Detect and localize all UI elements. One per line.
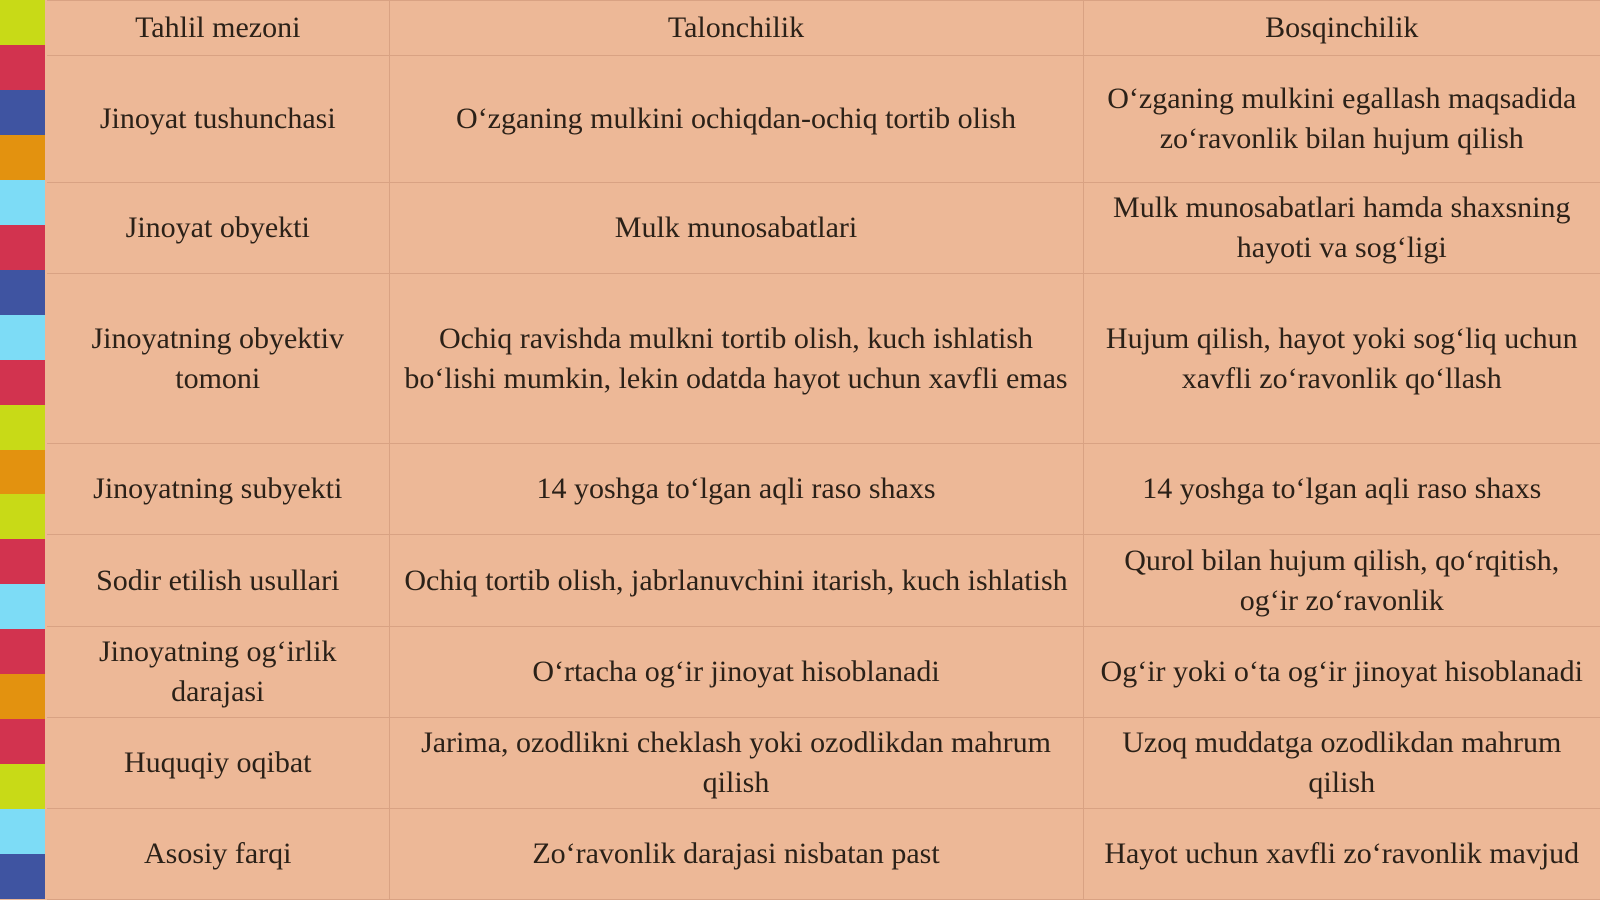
- row-label: Jinoyatning obyektiv tomoni: [47, 274, 389, 444]
- row-label: Jinoyat tushunchasi: [47, 56, 389, 183]
- table-row: [47, 274, 1600, 444]
- table-row: [47, 444, 1600, 535]
- color-stripe: [0, 450, 45, 495]
- color-stripe: [0, 854, 45, 899]
- row-label: Sodir etilish usullari: [47, 535, 389, 627]
- bosqinchilik-cell: Qurol bilan hujum qilish, qo‘rqitish, og‘ir zo‘ravonlik: [1083, 535, 1600, 627]
- table-row: [47, 718, 1600, 809]
- header-criterion: Tahlil mezoni: [47, 1, 389, 56]
- bosqinchilik-cell: 14 yoshga to‘lgan aqli raso shaxs: [1083, 444, 1600, 535]
- header-talonchilik: Talonchilik: [389, 1, 1083, 56]
- color-stripe: [0, 90, 45, 135]
- color-stripe: [0, 405, 45, 450]
- color-stripe: [0, 180, 45, 225]
- header-bosqinchilik: Bosqinchilik: [1083, 1, 1600, 56]
- color-stripe: [0, 809, 45, 854]
- talonchilik-cell: O‘rtacha og‘ir jinoyat hisoblanadi: [389, 627, 1083, 718]
- table-row: [47, 535, 1600, 627]
- color-stripe: [0, 360, 45, 405]
- table-header-row: [47, 1, 1600, 56]
- color-stripe: [0, 315, 45, 360]
- color-stripe: [0, 629, 45, 674]
- row-label: Jinoyat obyekti: [47, 183, 389, 274]
- color-stripe: [0, 584, 45, 629]
- color-stripe: [0, 494, 45, 539]
- bosqinchilik-cell: Og‘ir yoki o‘ta og‘ir jinoyat hisoblanadi: [1083, 627, 1600, 718]
- talonchilik-cell: Mulk munosabatlari: [389, 183, 1083, 274]
- color-stripe: [0, 45, 45, 90]
- bosqinchilik-cell: Uzoq muddatga ozodlikdan mahrum qilish: [1083, 718, 1600, 809]
- row-label: Jinoyatning subyekti: [47, 444, 389, 535]
- bosqinchilik-cell: Hujum qilish, hayot yoki sog‘liq uchun xavfli zo‘ravonlik qo‘llash: [1083, 274, 1600, 444]
- bosqinchilik-cell: Hayot uchun xavfli zo‘ravonlik mavjud: [1083, 809, 1600, 900]
- bosqinchilik-cell: O‘zganing mulkini egallash maqsadida zo‘ravonlik bilan hujum qilish: [1083, 56, 1600, 183]
- talonchilik-cell: O‘zganing mulkini ochiqdan-ochiq tortib olish: [389, 56, 1083, 183]
- talonchilik-cell: Ochiq tortib olish, jabrlanuvchini itarish, kuch ishlatish: [389, 535, 1083, 627]
- comparison-table: [47, 0, 1600, 900]
- table-row: [47, 56, 1600, 183]
- row-label: Asosiy farqi: [47, 809, 389, 900]
- color-stripe: [0, 225, 45, 270]
- row-label: Huquqiy oqibat: [47, 718, 389, 809]
- talonchilik-cell: Ochiq ravishda mulkni tortib olish, kuch ishlatish bo‘lishi mumkin, lekin odatda hayot uchun xavfli emas: [389, 274, 1083, 444]
- color-stripe: [0, 270, 45, 315]
- table-row: [47, 809, 1600, 900]
- talonchilik-cell: 14 yoshga to‘lgan aqli raso shaxs: [389, 444, 1083, 535]
- color-stripe: [0, 719, 45, 764]
- bosqinchilik-cell: Mulk munosabatlari hamda shaxsning hayoti va sog‘ligi: [1083, 183, 1600, 274]
- table-row: [47, 627, 1600, 718]
- color-stripe: [0, 135, 45, 180]
- talonchilik-cell: Jarima, ozodlikni cheklash yoki ozodlikdan mahrum qilish: [389, 718, 1083, 809]
- color-stripe: [0, 674, 45, 719]
- color-stripe: [0, 0, 45, 45]
- color-stripe: [0, 764, 45, 809]
- table-row: [47, 183, 1600, 274]
- color-stripe: [0, 539, 45, 584]
- row-label: Jinoyatning og‘irlik darajasi: [47, 627, 389, 718]
- decorative-color-stripes: [0, 0, 45, 899]
- talonchilik-cell: Zo‘ravonlik darajasi nisbatan past: [389, 809, 1083, 900]
